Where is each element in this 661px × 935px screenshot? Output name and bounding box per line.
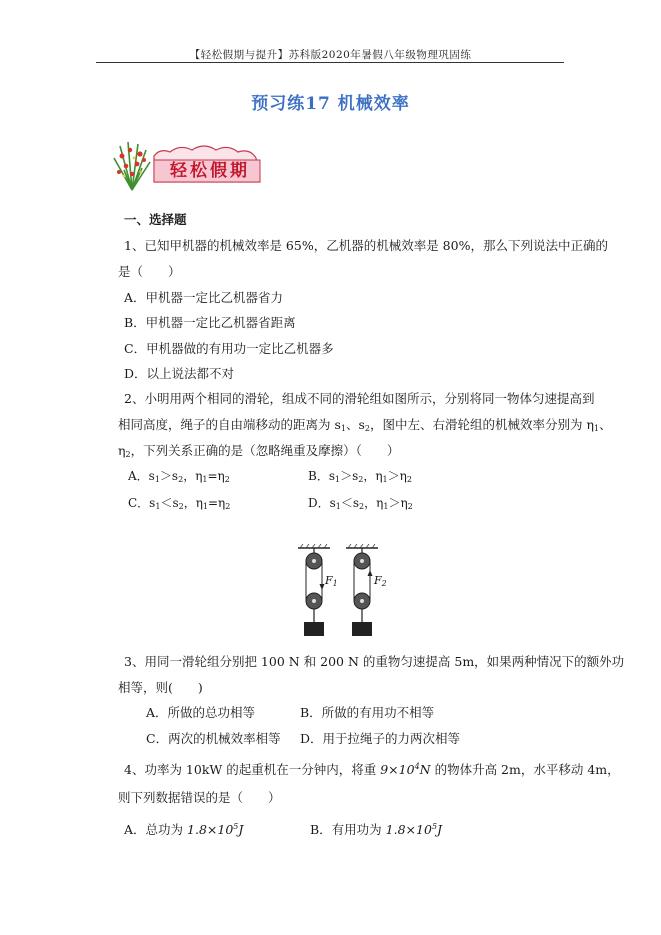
- subscript: 2: [178, 475, 184, 484]
- subscript: 1: [340, 424, 346, 433]
- force-symbol: F: [374, 574, 382, 587]
- subscript: 1: [382, 475, 388, 484]
- opt-text: C．s: [128, 496, 156, 510]
- q2-stem-line1: 2、小明用两个相同的滑轮，组成不同的滑轮组如图所示，分别将同一物体匀速提高到: [124, 391, 595, 406]
- subscript: 2: [406, 475, 412, 484]
- q3-option-c: C．两次的机械效率相等: [146, 731, 281, 746]
- q2-text: η: [118, 443, 126, 458]
- banner-label: 轻松假期: [170, 161, 250, 181]
- subscript: 2: [407, 502, 413, 511]
- formula-unit: N: [419, 762, 431, 777]
- formula-unit: J: [437, 822, 443, 837]
- opt-text: ＞s: [159, 469, 179, 483]
- subscript: 1: [155, 502, 161, 511]
- q3-option-b: B．所做的有用功不相等: [300, 705, 435, 720]
- holiday-banner: [110, 140, 270, 192]
- q4-option-b: [310, 820, 442, 838]
- opt-text: ＞η: [388, 496, 408, 510]
- formula-unit: J: [238, 822, 244, 837]
- q2-option-b: [308, 467, 412, 484]
- ceiling-hatch-left: [298, 544, 330, 548]
- q1-option-a: A．甲机器一定比乙机器省力: [124, 290, 284, 305]
- option-label: A．总功为: [124, 822, 184, 837]
- opt-text: ，η: [183, 496, 203, 510]
- q3-stem-line1: 3、用同一滑轮组分别把 100 N 和 200 N 的重物匀速提高 5m，如果两种情况下的额外功: [124, 654, 625, 669]
- superscript: 5: [431, 822, 438, 831]
- opt-text: ＞η: [387, 469, 407, 483]
- q4-b-formula: [386, 822, 442, 837]
- subscript: 2: [359, 502, 365, 511]
- q2-option-a: [128, 467, 230, 484]
- q1-option-d: D．以上说法都不对: [124, 366, 235, 381]
- q4-stem-line1: [124, 760, 620, 778]
- q2-option-c: [128, 494, 230, 511]
- q3-stem-line2: 相等，则( ): [118, 680, 203, 695]
- header-rule: [96, 62, 564, 63]
- opt-text: =η: [208, 496, 226, 510]
- opt-text: ，η: [364, 496, 384, 510]
- left-pulley-system: [304, 548, 325, 636]
- formula-mantissa: 9×10: [380, 762, 415, 777]
- subscript: 2: [224, 475, 230, 484]
- formula-mantissa: 1.8×10: [385, 822, 432, 837]
- q2-stem-line3: [118, 441, 399, 459]
- subscript: 2: [364, 424, 370, 433]
- q2-text: 相同高度，绳子的自由端移动的距离为 s: [118, 417, 341, 432]
- subscript: 1: [202, 475, 208, 484]
- formula-mantissa: 1.8×10: [187, 822, 234, 837]
- force-symbol: F: [325, 574, 333, 587]
- q2-text: 、: [599, 417, 612, 432]
- q2-text: 、s: [345, 417, 365, 432]
- opt-text: ＜s: [160, 496, 179, 510]
- ceiling-hatch-right: [346, 544, 378, 548]
- opt-text: ，η: [363, 469, 383, 483]
- opt-text: =η: [207, 469, 225, 483]
- q4-stem-line2: 则下列数据错误的是（ ）: [118, 790, 281, 805]
- q4-a-formula: [187, 822, 243, 837]
- page-header: 【轻松假期与提升】苏科版2020年暑假八年级物理巩固练: [189, 49, 472, 61]
- q1-option-b: B．甲机器一定比乙机器省距离: [124, 315, 296, 330]
- subscript: 2: [358, 475, 364, 484]
- subscript: 1: [593, 424, 600, 433]
- q1-option-c: C．甲机器做的有用功一定比乙机器多: [124, 341, 334, 356]
- q2-stem-line2: [118, 415, 612, 433]
- subscript: 1: [383, 502, 389, 511]
- q2-text: ，图中左、右滑轮组的机械效率分别为 η: [370, 417, 594, 432]
- superscript: 5: [233, 822, 239, 831]
- q3-option-a: A．所做的总功相等: [146, 705, 256, 720]
- subscript: 1: [202, 502, 208, 511]
- subscript: 1: [335, 502, 341, 511]
- q1-stem-line1: 1、已知甲机器的机械效率是 65%，乙机器的机械效率是 80%，那么下列说法中正确的: [124, 238, 608, 253]
- subscript: 2: [381, 579, 387, 588]
- q1-stem-line2: 是（ ）: [118, 264, 181, 279]
- q4-text: 的物体升高 2m，水平移动 4m，: [434, 762, 620, 777]
- section-heading: 一、选择题: [124, 212, 187, 227]
- opt-text: A．s: [128, 469, 155, 483]
- opt-text: D．s: [308, 496, 336, 510]
- subscript: 2: [125, 450, 131, 459]
- force-label-f1: [325, 574, 338, 588]
- q3-option-d: D．用于拉绳子的力两次相等: [300, 731, 461, 746]
- subscript: 1: [332, 579, 338, 588]
- subscript: 1: [154, 475, 160, 484]
- pulley-figure: [294, 544, 394, 642]
- option-label: B．有用功为: [310, 822, 382, 837]
- superscript: 4: [414, 762, 420, 771]
- opt-text: ，η: [183, 469, 203, 483]
- q4-text: 4、功率为 10kW 的起重机在一分钟内，将重: [124, 762, 377, 777]
- q2-option-d: [308, 494, 413, 511]
- force-label-f2: [374, 574, 387, 588]
- right-pulley-system: [352, 548, 373, 636]
- subscript: 2: [178, 502, 184, 511]
- q4-option-a: [124, 820, 243, 838]
- subscript: 2: [225, 502, 231, 511]
- subscript: 1: [334, 475, 341, 484]
- opt-text: ＞s: [340, 469, 359, 483]
- page-title: 预习练17 机械效率: [251, 94, 410, 114]
- opt-text: ＜s: [340, 496, 360, 510]
- q2-text: ，下列关系正确的是（忽略绳重及摩擦）（ ）: [130, 443, 400, 458]
- q4-weight-formula: [380, 762, 430, 777]
- opt-text: B．s: [308, 469, 335, 483]
